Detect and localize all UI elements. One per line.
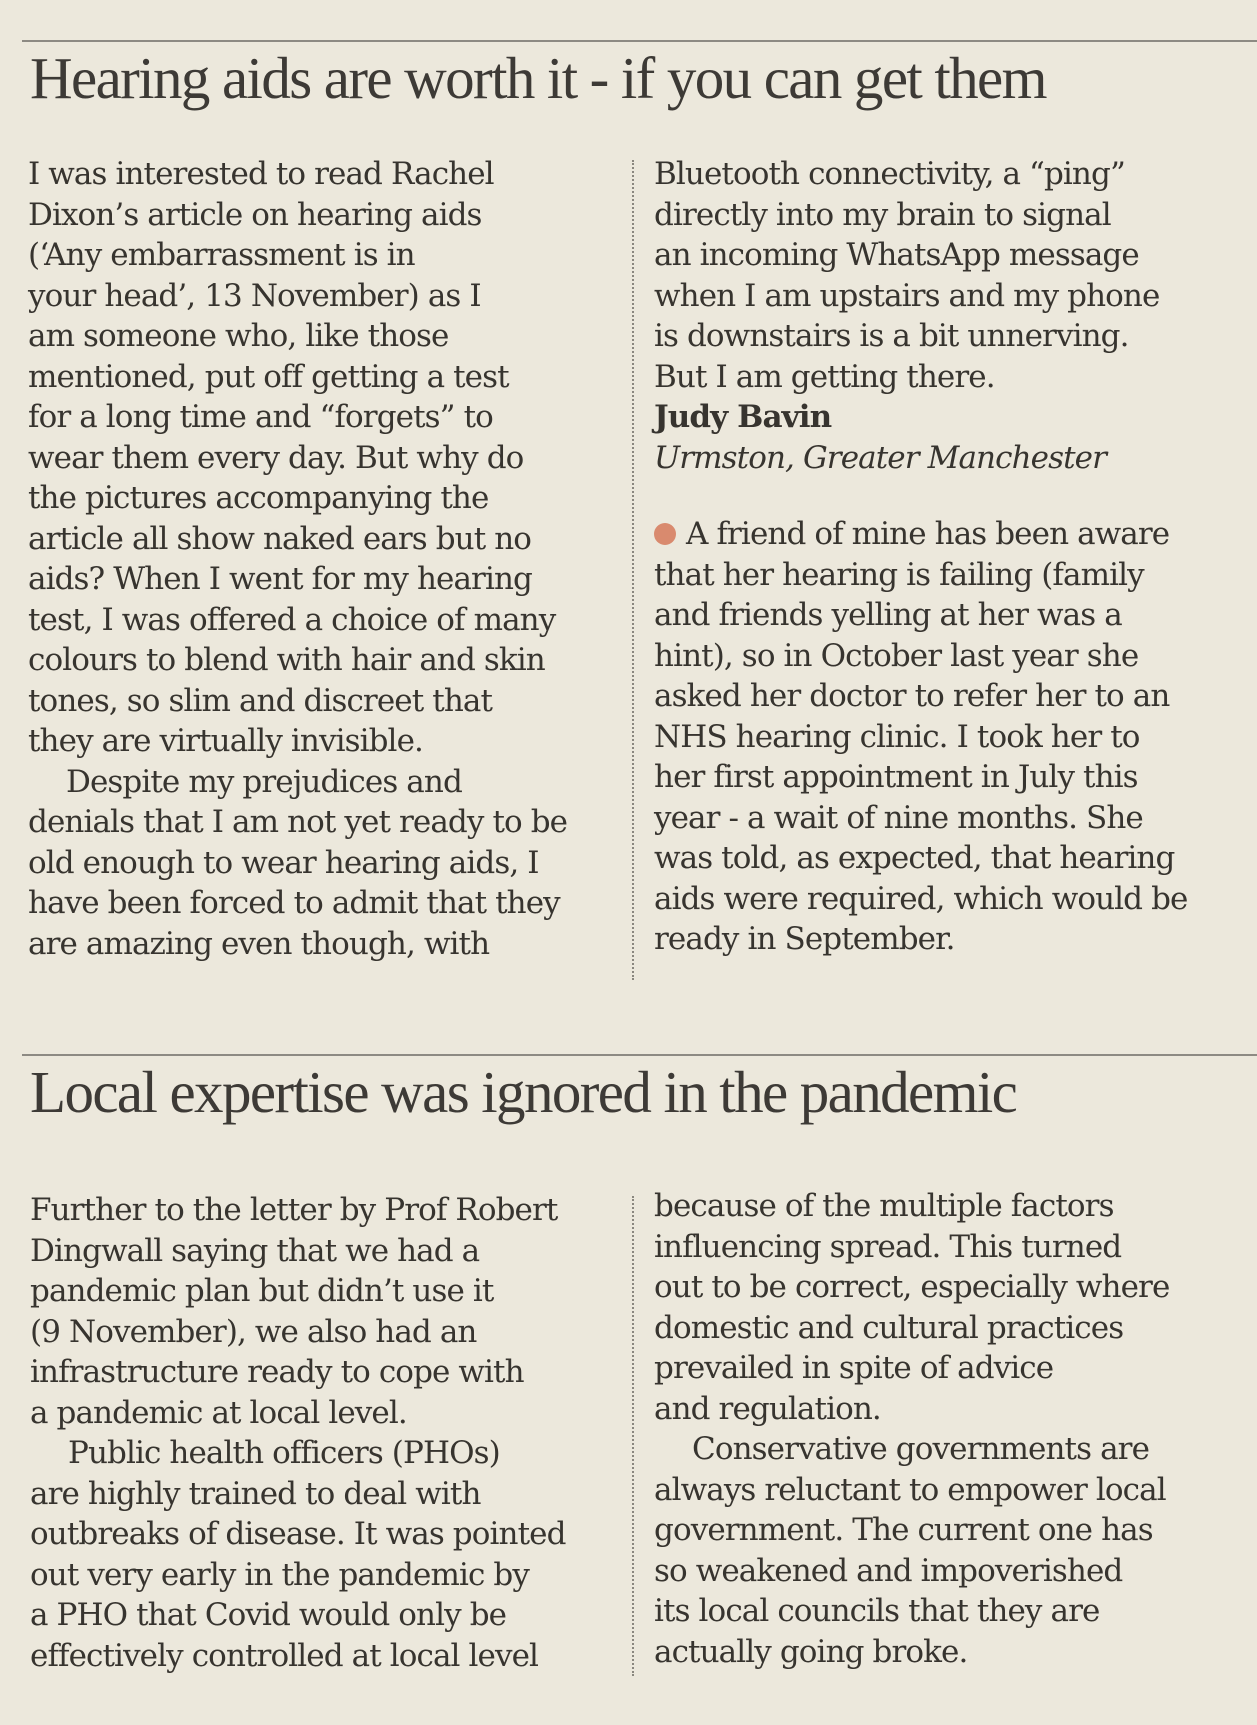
text-line-content: A friend of mine has been aware xyxy=(686,516,1170,552)
text-line: directly into my brain to signal xyxy=(654,196,1111,233)
text-line: hint), so in October last year she xyxy=(654,637,1139,674)
text-line: denials that I am not yet ready to be xyxy=(28,804,568,840)
text-line: (‘Any embarrassment is in xyxy=(28,237,415,273)
text-line: Despite my prejudices and xyxy=(66,763,462,800)
text-line: when I am upstairs and my phone xyxy=(654,277,1160,314)
text-line: an incoming WhatsApp message xyxy=(654,237,1139,273)
text-line: aids? When I went for my hearing xyxy=(28,561,532,597)
text-line: tones, so slim and discreet that xyxy=(28,682,493,719)
text-line: am someone who, like those xyxy=(28,318,449,354)
text-line: mentioned, put off getting a test xyxy=(28,358,509,395)
text-line: (9 November), we also had an xyxy=(30,1313,477,1350)
bullet-dot-icon xyxy=(654,523,676,545)
text-line: are amazing even though, with xyxy=(28,925,490,962)
text-line: Public health officers (PHOs) xyxy=(68,1435,500,1471)
paragraph xyxy=(654,1429,1234,1672)
text-line: so weakened and impoverished xyxy=(654,1552,1123,1589)
paragraph xyxy=(30,1433,610,1676)
paragraph xyxy=(654,154,1234,397)
text-line: influencing spread. This turned xyxy=(654,1228,1122,1265)
text-line: a PHO that Covid would only be xyxy=(30,1597,507,1633)
text-line: effectively controlled at local level xyxy=(30,1637,539,1674)
text-line: Conservative governments are xyxy=(692,1431,1150,1467)
text-line: ready in September. xyxy=(654,921,955,957)
text-line: year - a wait of nine months. She xyxy=(654,799,1143,836)
text-line: Dixon’s article on hearing aids xyxy=(28,196,482,233)
top-rule xyxy=(22,40,1257,42)
text-line: Dingwall saying that we had a xyxy=(30,1232,480,1269)
text-line: old enough to wear hearing aids, I xyxy=(28,844,539,881)
section-rule xyxy=(22,1054,1257,1056)
article2-column-2 xyxy=(654,1186,1234,1672)
spacer xyxy=(654,478,1234,514)
text-line: prevailed in spite of advice xyxy=(654,1350,1054,1386)
author-name: Judy Bavin xyxy=(654,399,832,435)
text-line: for a long time and “forgets” to xyxy=(28,399,493,435)
text-line: always reluctant to empower local xyxy=(654,1471,1166,1508)
text-line: out very early in the pandemic by xyxy=(30,1556,529,1593)
text-line: that her hearing is failing (family xyxy=(654,556,1144,593)
paragraph xyxy=(654,514,1234,960)
paragraph xyxy=(28,762,608,965)
text-line: aids were required, which would be xyxy=(654,880,1188,917)
text-line: a pandemic at local level. xyxy=(30,1394,407,1431)
text-line: and regulation. xyxy=(654,1390,881,1427)
article2-column-1 xyxy=(30,1190,610,1676)
headline-hearing-aids: Hearing aids are worth it - if you can get them xyxy=(30,45,1046,111)
text-line: outbreaks of disease. It was pointed xyxy=(30,1516,566,1552)
text-line: domestic and cultural practices xyxy=(654,1309,1124,1346)
column-divider xyxy=(632,1196,634,1676)
headline-local-expertise: Local expertise was ignored in the pandemic xyxy=(30,1059,1017,1125)
column-divider xyxy=(632,160,634,980)
text-line: article all show naked ears but no xyxy=(28,520,532,557)
text-line: pandemic plan but didn’t use it xyxy=(30,1273,494,1309)
text-line: actually going broke. xyxy=(654,1633,968,1670)
text-line: test, I was offered a choice of many xyxy=(28,601,556,638)
text-line: wear them every day. But why do xyxy=(28,439,524,476)
text-line: But I am getting there. xyxy=(654,358,995,395)
text-line: infrastructure ready to cope with xyxy=(30,1354,524,1390)
text-line: colours to blend with hair and skin xyxy=(28,642,545,678)
text-line: is downstairs is a bit unnerving. xyxy=(654,318,1129,354)
paragraph xyxy=(28,154,608,762)
text-line: Bluetooth connectivity, a “ping” xyxy=(654,156,1125,192)
text-line: asked her doctor to refer her to an xyxy=(654,678,1170,714)
text-line: NHS hearing clinic. I took her to xyxy=(654,718,1140,755)
text-line: I was interested to read Rachel xyxy=(28,156,494,192)
text-line xyxy=(654,514,1234,555)
text-line: and friends yelling at her was a xyxy=(654,597,1122,633)
text-line: because of the multiple factors xyxy=(654,1188,1114,1224)
text-line: her first appointment in July this xyxy=(654,759,1138,795)
text-line: was told, as expected, that hearing xyxy=(654,840,1175,876)
text-line: your head’, 13 November) as I xyxy=(28,277,481,314)
paragraph xyxy=(654,1186,1234,1429)
text-line: its local councils that they are xyxy=(654,1593,1100,1629)
text-line: they are virtually invisible. xyxy=(28,723,423,759)
author-location: Urmston, Greater Manchester xyxy=(654,439,1107,476)
article1-column-1 xyxy=(28,154,608,964)
text-line: have been forced to admit that they xyxy=(28,885,560,921)
text-line: the pictures accompanying the xyxy=(28,480,489,516)
paragraph xyxy=(30,1190,610,1433)
text-line: government. The current one has xyxy=(654,1512,1153,1548)
text-line: out to be correct, especially where xyxy=(654,1269,1170,1305)
text-line: are highly trained to deal with xyxy=(30,1475,481,1512)
article1-column-2 xyxy=(654,154,1234,960)
text-line: Further to the letter by Prof Robert xyxy=(30,1192,558,1228)
